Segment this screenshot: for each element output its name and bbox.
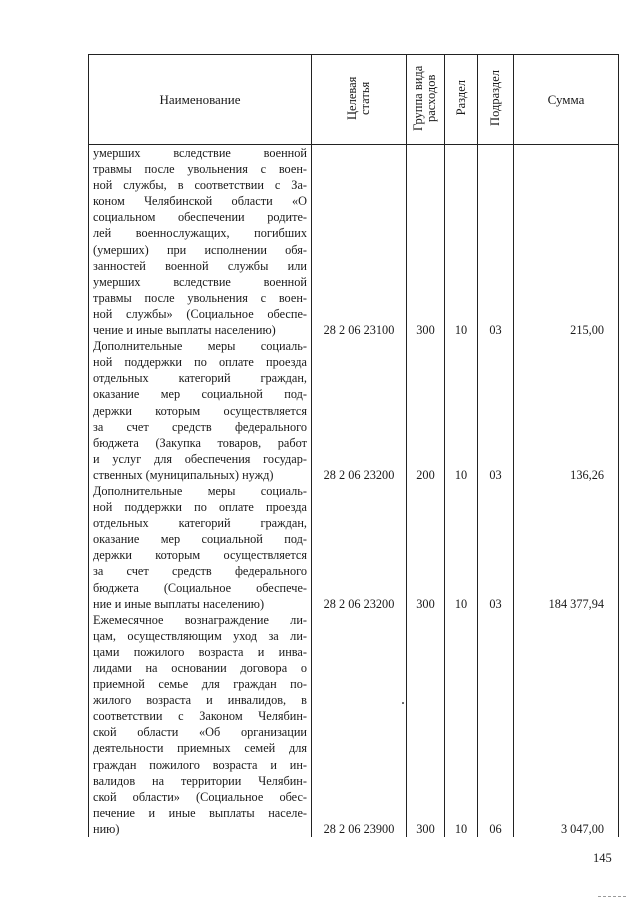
name-line: оказание мер социальной под- [93, 387, 307, 402]
name-line: приемной семье для граждан по- [93, 677, 307, 692]
name-line: за счет средств федерального [93, 564, 307, 579]
name-line: умерших вследствие военной [93, 146, 307, 160]
header-target: Целевая статья [312, 55, 407, 145]
name-line: (умерших) при исполнении обя- [93, 242, 307, 257]
group-value: 300 [416, 323, 435, 338]
name-line: коном Челябинской области «О [93, 194, 307, 209]
name-line: ной поддержки по оплате проезда [93, 355, 307, 370]
sum-column [514, 145, 619, 838]
header-subsection: Подраздел [478, 55, 514, 145]
subsection-value: 06 [489, 822, 502, 837]
name-line: ской области «Об организации [93, 725, 307, 740]
subsection-column [478, 145, 514, 838]
name-line: Дополнительные меры социаль- [93, 483, 307, 498]
name-line: ной службы, в соответствии с За- [93, 178, 307, 193]
name-line: и услуг для обеспечения государ- [93, 451, 307, 466]
name-line: деятельности приемных семей для [93, 741, 307, 756]
scan-speck [402, 702, 404, 704]
table-header-row [89, 55, 619, 145]
name-line: ние и иные выплаты населению) [93, 596, 265, 611]
name-line: ной поддержки по оплате проезда [93, 500, 307, 515]
name-line: отдельных категорий граждан, [93, 516, 307, 531]
sum-value: 215,00 [570, 323, 604, 338]
budget-table [88, 54, 619, 837]
name-line: Дополнительные меры социаль- [93, 339, 307, 354]
name-column [89, 145, 312, 838]
section-value: 10 [454, 323, 468, 338]
name-line: чение и иные выплаты населению) [93, 323, 276, 338]
name-line: занностей военной службы или [93, 258, 307, 273]
page-number: 145 [593, 851, 612, 865]
group-value: 200 [416, 468, 435, 482]
section-value: 10 [454, 596, 468, 611]
name-line: ской области» (Социальное обес- [93, 789, 307, 804]
table-body-row [89, 145, 619, 838]
name-line: за счет средств федерального [93, 419, 307, 434]
name-line: оказание мер социальной под- [93, 532, 307, 547]
subsection-value: 03 [489, 323, 502, 338]
header-sum: Сумма [514, 55, 619, 145]
name-line: лидами на основании договора о [93, 661, 307, 675]
name-line: ной службы» (Социальное обеспе- [93, 306, 307, 321]
name-line: умерших вследствие военной [93, 274, 307, 289]
subsection-value: 03 [489, 468, 502, 482]
name-text [89, 145, 311, 837]
name-line: Ежемесячное вознаграждение ли- [93, 612, 307, 627]
name-line: держки которым осуществляется [93, 548, 307, 563]
name-line: жилого возраста и инвалидов, в [93, 693, 307, 708]
name-line: социальном обеспечении родите- [93, 210, 307, 225]
name-line: отдельных категорий граждан, [93, 371, 307, 386]
header-group: Группа вида расходов [407, 55, 445, 145]
section-value: 10 [454, 468, 468, 482]
sum-value: 3 047,00 [560, 822, 604, 837]
name-line: соответствии с Законом Челябин- [93, 709, 307, 724]
target-value: 28 2 06 23200 [323, 468, 395, 482]
sum-value: 136,26 [570, 468, 604, 482]
name-line: нию) [93, 821, 120, 836]
group-value: 300 [416, 822, 435, 837]
name-line: цами пожилого возраста и инва- [93, 644, 307, 659]
name-line: ственных (муниципальных) нужд) [93, 467, 274, 482]
target-value: 28 2 06 23100 [323, 323, 395, 338]
target-column [312, 145, 407, 838]
name-line: печение и иные выплаты населе- [93, 805, 307, 820]
target-value: 28 2 06 23200 [323, 596, 395, 611]
sum-value: 184 377,94 [548, 596, 604, 611]
name-line: травмы после увольнения с воен- [93, 162, 307, 177]
group-column [407, 145, 445, 838]
name-line: держки которым осуществляется [93, 403, 307, 418]
scan-artifact [598, 896, 626, 898]
name-line: цам, осуществляющим уход за ли- [93, 628, 307, 643]
section-value: 10 [454, 822, 468, 837]
name-line: лей военнослужащих, погибших [93, 226, 307, 241]
name-line: бюджета (Закупка товаров, работ [93, 435, 307, 450]
subsection-value: 03 [489, 596, 502, 611]
group-value: 300 [416, 596, 435, 611]
name-line: граждан пожилого возраста и ин- [93, 757, 307, 772]
name-line: бюджета (Социальное обеспече- [93, 580, 307, 595]
section-column [445, 145, 478, 838]
name-line: валидов на территории Челябин- [93, 773, 307, 788]
target-value: 28 2 06 23900 [323, 822, 395, 837]
header-name: Наименование [89, 55, 312, 145]
header-section: Раздел [445, 55, 478, 145]
name-line: травмы после увольнения с воен- [93, 290, 307, 305]
